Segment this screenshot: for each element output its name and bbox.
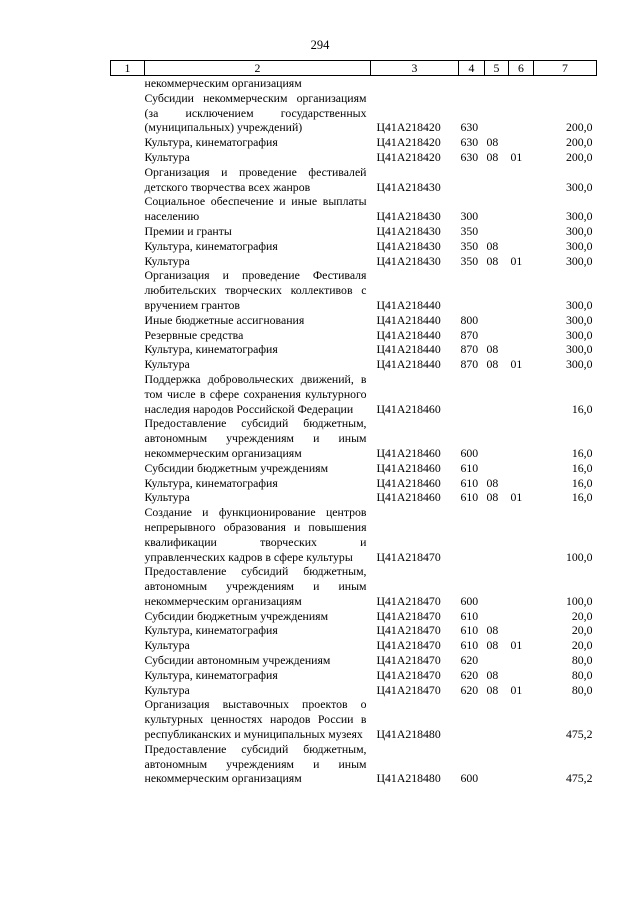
cell-empty — [111, 224, 145, 239]
cell-empty — [111, 254, 145, 269]
cell-empty — [111, 372, 145, 416]
cell-expense-type: 870 — [460, 327, 479, 342]
cell-section: 08 — [486, 253, 499, 268]
cell-empty — [111, 623, 145, 638]
cell-section: 08 — [486, 149, 499, 164]
table-row — [111, 564, 597, 608]
cell-amount: 300,0 — [565, 357, 593, 372]
cell-empty — [111, 165, 145, 195]
cell-subsection — [509, 416, 534, 460]
cell-section — [485, 416, 509, 460]
table-row — [111, 623, 597, 638]
cell-target-code: Ц41А218470 — [376, 593, 441, 608]
cell-expense-type: 600 — [460, 445, 479, 460]
cell-expense-type: 610 — [460, 608, 479, 623]
cell-name: Субсидии бюджетным учреждениям — [144, 460, 329, 475]
cell-target-code: Ц41А218470 — [376, 682, 441, 697]
table-row — [111, 313, 597, 328]
cell-target-code: Ц41А218430 — [376, 209, 441, 224]
cell-expense-type: 610 — [460, 490, 479, 505]
cell-empty — [111, 194, 145, 224]
cell-expense-type: 600 — [460, 593, 479, 608]
cell-target-code: Ц41А218430 — [376, 253, 441, 268]
cell-expense-type: 870 — [460, 342, 479, 357]
cell-section — [485, 313, 509, 328]
cell-subsection: 01 — [510, 357, 523, 372]
cell-name: Культура — [144, 253, 190, 268]
cell-name: Культура, кинематография — [144, 342, 278, 357]
cell-subsection — [509, 328, 534, 343]
cell-empty — [111, 150, 145, 165]
cell-subsection — [509, 653, 534, 668]
table-row — [111, 461, 597, 476]
cell-target-code: Ц41А218430 — [376, 223, 441, 238]
cell-section: 08 — [486, 490, 499, 505]
cell-subsection — [509, 268, 534, 312]
cell-subsection — [509, 609, 534, 624]
table-row — [111, 135, 597, 150]
table-row — [111, 476, 597, 491]
cell-target-code: Ц41А218480 — [376, 727, 441, 742]
cell-target-code: Ц41А218420 — [376, 149, 441, 164]
cell-empty — [111, 416, 145, 460]
header-col-7: 7 — [534, 61, 597, 76]
table-row — [111, 328, 597, 343]
cell-name: Субсидии бюджетным учреждениям — [144, 608, 329, 623]
cell-expense-type: 610 — [460, 638, 479, 653]
table-row — [111, 224, 597, 239]
cell-empty — [111, 697, 145, 741]
cell-subsection — [509, 668, 534, 683]
cell-name: Культура, кинематография — [144, 135, 278, 150]
cell-section — [485, 742, 509, 786]
cell-amount: 20,0 — [571, 608, 593, 623]
cell-expense-type: 300 — [460, 209, 479, 224]
cell-empty — [111, 91, 145, 135]
cell-empty — [111, 683, 145, 698]
cell-target-code: Ц41А218470 — [376, 638, 441, 653]
cell-section — [485, 91, 509, 135]
cell-expense-type: 610 — [460, 623, 479, 638]
cell-subsection — [509, 476, 534, 491]
cell-subsection — [509, 742, 534, 786]
cell-amount: 100,0 — [565, 549, 593, 564]
cell-target-code: Ц41А218470 — [376, 653, 441, 668]
cell-expense-type — [459, 268, 485, 312]
cell-name: Культура, кинематография — [144, 667, 278, 682]
cell-section: 08 — [486, 667, 499, 682]
cell-empty — [111, 742, 145, 786]
cell-subsection — [509, 505, 534, 564]
cell-section: 08 — [486, 357, 499, 372]
cell-section — [485, 609, 509, 624]
cell-target-code: Ц41А218440 — [376, 327, 441, 342]
cell-amount: 300,0 — [565, 327, 593, 342]
table-row — [111, 668, 597, 683]
table-row — [111, 638, 597, 653]
cell-amount: 300,0 — [565, 312, 593, 327]
cell-expense-type — [459, 165, 485, 195]
cell-section — [485, 165, 509, 195]
cell-section — [485, 328, 509, 343]
cell-target-code: Ц41А218420 — [376, 135, 441, 150]
cell-name: Иные бюджетные ассигнования — [144, 312, 305, 327]
cell-expense-type: 620 — [460, 653, 479, 668]
header-col-6: 6 — [509, 61, 534, 76]
cell-empty — [111, 342, 145, 357]
cell-subsection: 01 — [510, 682, 523, 697]
cell-target-code: Ц41А218440 — [376, 312, 441, 327]
cell-name: Субсидии автономным учреждениям — [144, 653, 331, 668]
cell-empty — [111, 313, 145, 328]
cell-target-code: Ц41А218460 — [376, 475, 441, 490]
cell-section: 08 — [486, 638, 499, 653]
cell-empty — [111, 328, 145, 343]
cell-empty — [111, 268, 145, 312]
cell-target-code — [371, 76, 459, 91]
cell-amount: 300,0 — [565, 342, 593, 357]
cell-target-code: Ц41А218440 — [376, 342, 441, 357]
cell-expense-type: 630 — [460, 149, 479, 164]
cell-section — [485, 653, 509, 668]
cell-subsection — [509, 461, 534, 476]
cell-amount: 16,0 — [571, 460, 593, 475]
cell-subsection — [509, 342, 534, 357]
cell-target-code: Ц41А218460 — [376, 460, 441, 475]
table-row — [111, 150, 597, 165]
cell-empty — [111, 357, 145, 372]
cell-section — [485, 461, 509, 476]
header-col-5: 5 — [485, 61, 509, 76]
cell-section — [485, 76, 509, 91]
cell-subsection — [509, 239, 534, 254]
cell-name: Культура — [144, 638, 190, 653]
cell-section: 08 — [486, 135, 499, 150]
table-row — [111, 742, 597, 786]
cell-expense-type — [459, 372, 485, 416]
cell-section: 08 — [486, 238, 499, 253]
cell-amount: 20,0 — [571, 623, 593, 638]
cell-name: Социальное обеспечение и иные выплаты населению — [144, 194, 367, 224]
cell-subsection: 01 — [510, 490, 523, 505]
cell-section: 08 — [486, 475, 499, 490]
cell-section: 08 — [486, 682, 499, 697]
table-row — [111, 505, 597, 564]
cell-section: 08 — [486, 342, 499, 357]
cell-target-code: Ц41А218430 — [376, 179, 441, 194]
table-row — [111, 76, 597, 91]
cell-target-code: Ц41А218430 — [376, 238, 441, 253]
table-header — [111, 61, 597, 76]
cell-target-code: Ц41А218460 — [376, 490, 441, 505]
cell-name: Культура, кинематография — [144, 623, 278, 638]
cell-target-code: Ц41А218460 — [376, 445, 441, 460]
cell-amount: 300,0 — [565, 297, 593, 312]
cell-subsection: 01 — [510, 638, 523, 653]
cell-name: Создание и функционирование центров непрерывного образования и повышения квалификации творческих и управленческих кадров в сфере культуры — [144, 505, 367, 564]
cell-section — [485, 505, 509, 564]
cell-subsection: 01 — [510, 149, 523, 164]
cell-empty — [111, 668, 145, 683]
cell-amount: 200,0 — [565, 135, 593, 150]
table-row — [111, 416, 597, 460]
cell-subsection: 01 — [510, 253, 523, 268]
cell-target-code: Ц41А218480 — [376, 771, 441, 786]
cell-target-code: Ц41А218470 — [376, 549, 441, 564]
cell-expense-type: 800 — [460, 312, 479, 327]
page-number: 294 — [310, 38, 330, 52]
table-row — [111, 357, 597, 372]
cell-expense-type: 870 — [460, 357, 479, 372]
cell-amount: 16,0 — [571, 475, 593, 490]
table-body — [111, 76, 597, 787]
cell-empty — [111, 461, 145, 476]
cell-amount: 16,0 — [571, 401, 593, 416]
cell-name: Организация выставочных проектов о культурных ценностях народов России в республиканских и муниципальных музеях — [144, 697, 367, 742]
cell-empty — [111, 653, 145, 668]
cell-amount: 475,2 — [565, 727, 593, 742]
table-row — [111, 239, 597, 254]
cell-name: Культура, кинематография — [144, 475, 278, 490]
cell-expense-type: 630 — [460, 135, 479, 150]
header-row — [111, 61, 597, 76]
cell-amount: 100,0 — [565, 593, 593, 608]
cell-amount — [534, 76, 597, 91]
cell-subsection — [509, 372, 534, 416]
cell-amount: 80,0 — [571, 653, 593, 668]
table-row — [111, 697, 597, 741]
cell-name: Культура — [144, 149, 190, 164]
cell-section — [485, 268, 509, 312]
cell-name: Культура — [144, 490, 190, 505]
cell-target-code: Ц41А218440 — [376, 357, 441, 372]
header-col-2: 2 — [145, 61, 371, 76]
cell-subsection — [509, 91, 534, 135]
cell-name: Культура, кинематография — [144, 238, 278, 253]
cell-target-code: Ц41А218460 — [376, 401, 441, 416]
cell-expense-type — [459, 697, 485, 741]
cell-subsection — [509, 194, 534, 224]
cell-empty — [111, 476, 145, 491]
cell-subsection — [509, 697, 534, 741]
cell-section — [485, 372, 509, 416]
cell-expense-type: 630 — [460, 120, 479, 135]
budget-table — [110, 60, 597, 786]
cell-expense-type: 620 — [460, 682, 479, 697]
cell-amount: 475,2 — [565, 771, 593, 786]
cell-subsection — [509, 313, 534, 328]
cell-subsection — [509, 224, 534, 239]
cell-expense-type: 620 — [460, 667, 479, 682]
cell-name: Культура — [144, 357, 190, 372]
cell-target-code: Ц41А218470 — [376, 623, 441, 638]
cell-empty — [111, 564, 145, 608]
cell-name: Культура — [144, 682, 190, 697]
cell-expense-type — [459, 505, 485, 564]
cell-name: Организация и проведение Фестиваля любительских творческих коллективов с вручением грантов — [144, 268, 367, 312]
cell-target-code: Ц41А218420 — [376, 120, 441, 135]
cell-name: некоммерческим организациям — [144, 76, 302, 90]
cell-amount: 16,0 — [571, 445, 593, 460]
cell-expense-type: 610 — [460, 475, 479, 490]
cell-expense-type: 610 — [460, 460, 479, 475]
cell-subsection — [509, 623, 534, 638]
cell-amount: 300,0 — [565, 238, 593, 253]
cell-empty — [111, 638, 145, 653]
cell-section: 08 — [486, 623, 499, 638]
cell-empty — [111, 239, 145, 254]
table-row — [111, 683, 597, 698]
cell-empty — [111, 76, 145, 91]
cell-expense-type: 350 — [460, 238, 479, 253]
cell-amount: 80,0 — [571, 682, 593, 697]
cell-amount: 300,0 — [565, 209, 593, 224]
cell-expense-type: 600 — [460, 771, 479, 786]
cell-empty — [111, 609, 145, 624]
cell-amount: 300,0 — [565, 223, 593, 238]
cell-subsection — [509, 564, 534, 608]
cell-amount: 16,0 — [571, 490, 593, 505]
cell-expense-type: 350 — [460, 253, 479, 268]
table-row — [111, 254, 597, 269]
cell-name: Резервные средства — [144, 327, 244, 342]
cell-amount: 80,0 — [571, 667, 593, 682]
header-col-1: 1 — [111, 61, 145, 76]
cell-amount: 300,0 — [565, 179, 593, 194]
cell-target-code: Ц41А218440 — [376, 297, 441, 312]
header-col-3: 3 — [371, 61, 459, 76]
cell-amount: 200,0 — [565, 149, 593, 164]
cell-section — [485, 194, 509, 224]
cell-subsection — [509, 135, 534, 150]
table-row — [111, 372, 597, 416]
cell-name: Предоставление субсидий бюджетным, автономным учреждениям и иным некоммерческим организациям — [144, 416, 367, 460]
cell-name: Премии и гранты — [144, 223, 232, 238]
table-row — [111, 194, 597, 224]
cell-empty — [111, 490, 145, 505]
table-row — [111, 342, 597, 357]
cell-expense-type: 350 — [460, 223, 479, 238]
header-col-4: 4 — [459, 61, 485, 76]
cell-name: Организация и проведение фестивалей детского творчества всех жанров — [144, 164, 367, 194]
cell-amount: 200,0 — [565, 120, 593, 135]
cell-section — [485, 697, 509, 741]
cell-name: Предоставление субсидий бюджетным, автономным учреждениям и иным некоммерческим организациям — [144, 564, 367, 608]
cell-section — [485, 224, 509, 239]
table-row — [111, 165, 597, 195]
cell-name: Предоставление субсидий бюджетным, автономным учреждениям и иным некоммерческим организациям — [144, 741, 367, 786]
cell-subsection — [509, 165, 534, 195]
cell-target-code: Ц41А218470 — [376, 608, 441, 623]
cell-empty — [111, 505, 145, 564]
cell-target-code: Ц41А218470 — [376, 667, 441, 682]
table-row — [111, 653, 597, 668]
cell-name: Поддержка добровольческих движений, в том числе в сфере сохранения культурного наследия народов Российской Федерации — [144, 371, 367, 416]
table-row — [111, 91, 597, 135]
cell-empty — [111, 135, 145, 150]
cell-section — [485, 564, 509, 608]
cell-amount: 20,0 — [571, 638, 593, 653]
cell-name: Субсидии некоммерческим организациям (за исключением государственных (муниципальных) учреждений) — [144, 90, 367, 135]
cell-subsection — [509, 76, 534, 91]
table-row — [111, 268, 597, 312]
table-row — [111, 609, 597, 624]
table-row — [111, 490, 597, 505]
cell-amount: 300,0 — [565, 253, 593, 268]
cell-expense-type — [459, 76, 485, 91]
